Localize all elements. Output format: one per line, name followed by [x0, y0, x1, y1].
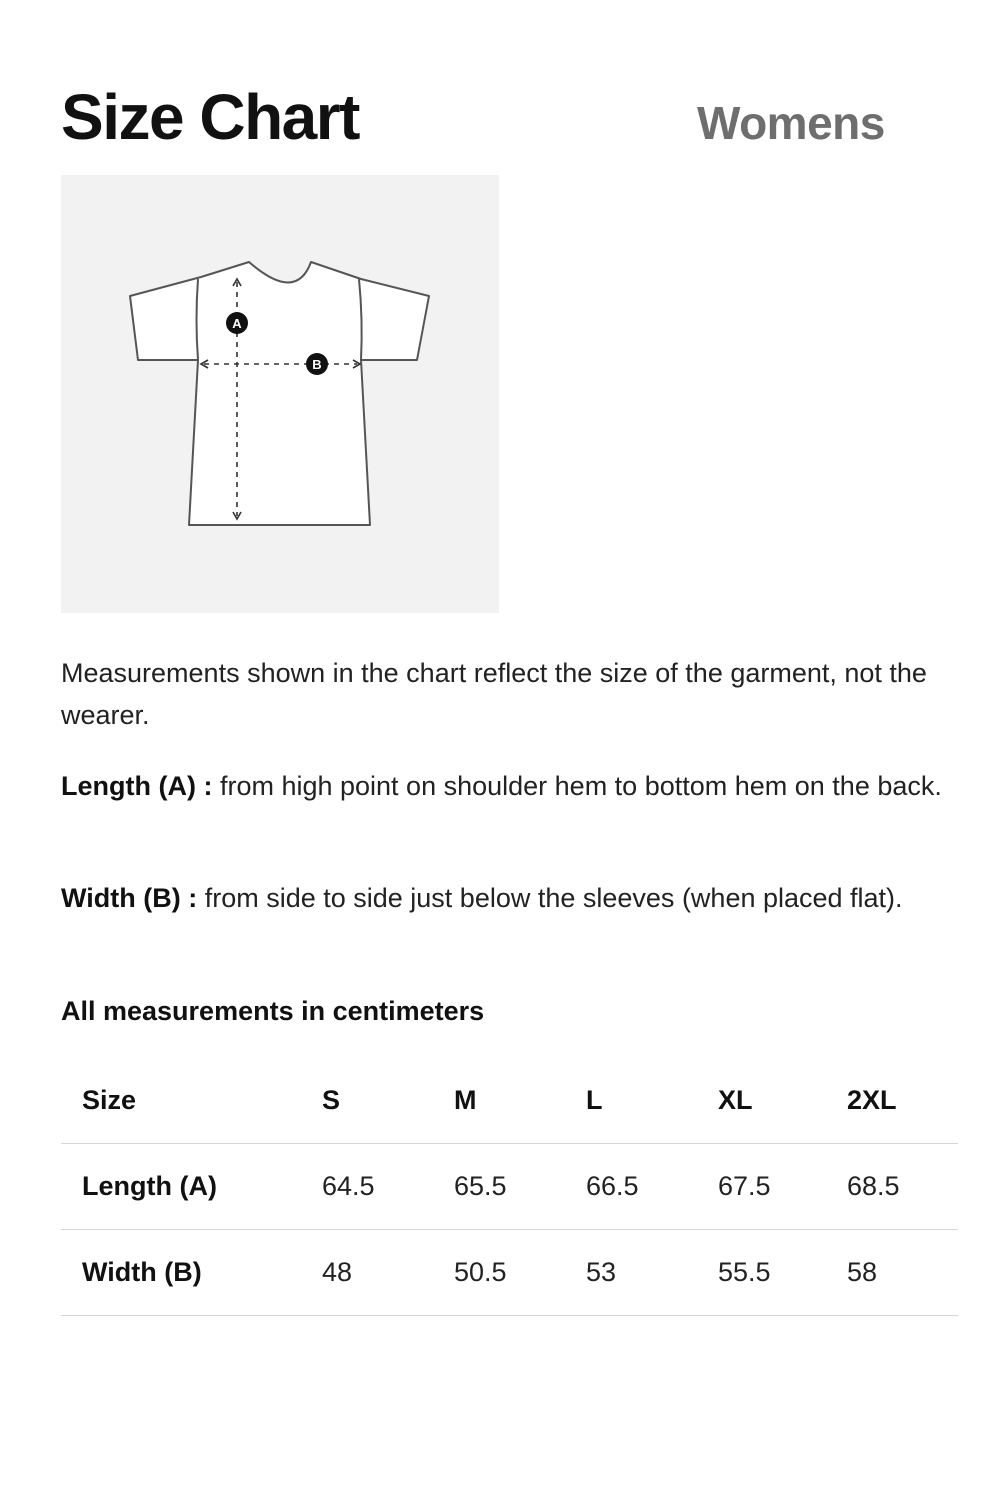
length-definition — [61, 765, 961, 807]
header-xl: XL — [718, 1085, 753, 1115]
table-cell: 65.5 — [454, 1171, 507, 1201]
table-cell: 53 — [586, 1257, 617, 1287]
category-label: Womens — [697, 97, 885, 149]
table-cell: 58 — [847, 1257, 878, 1287]
header-s: S — [322, 1085, 341, 1115]
width-text: from side to side just below the sleeves (when placed flat). — [197, 883, 903, 913]
table-cell: 67.5 — [718, 1171, 771, 1201]
table-cell: 66.5 — [586, 1171, 639, 1201]
tshirt-illustration — [61, 175, 499, 613]
badge-a-label: A — [232, 316, 242, 331]
row-label: Width (B) — [82, 1257, 202, 1287]
units-note: All measurements in centimeters — [61, 996, 485, 1026]
table-row-length — [61, 1144, 958, 1230]
row-label: Length (A) — [82, 1171, 217, 1201]
intro-text: Measurements shown in the chart reflect the size of the garment, not the wearer. — [61, 658, 927, 730]
size-table — [61, 1058, 958, 1316]
table-cell: 55.5 — [718, 1257, 771, 1287]
header-2xl: 2XL — [847, 1085, 897, 1115]
garment-diagram — [61, 175, 499, 613]
page-title: Size Chart — [61, 81, 359, 153]
header-l: L — [586, 1085, 603, 1115]
table-header-row — [61, 1058, 958, 1144]
header-size: Size — [82, 1085, 137, 1115]
length-text: from high point on shoulder hem to bottom hem on the back. — [212, 771, 942, 801]
length-term: Length (A) : — [61, 771, 213, 801]
width-definition — [61, 877, 961, 919]
table-cell: 64.5 — [322, 1171, 375, 1201]
width-term: Width (B) : — [61, 883, 198, 913]
table-cell: 68.5 — [847, 1171, 900, 1201]
header-m: M — [454, 1085, 477, 1115]
table-cell: 50.5 — [454, 1257, 507, 1287]
tshirt-outline — [130, 262, 429, 525]
badge-b-label: B — [312, 357, 322, 372]
table-cell: 48 — [322, 1257, 353, 1287]
table-row-width — [61, 1230, 958, 1316]
